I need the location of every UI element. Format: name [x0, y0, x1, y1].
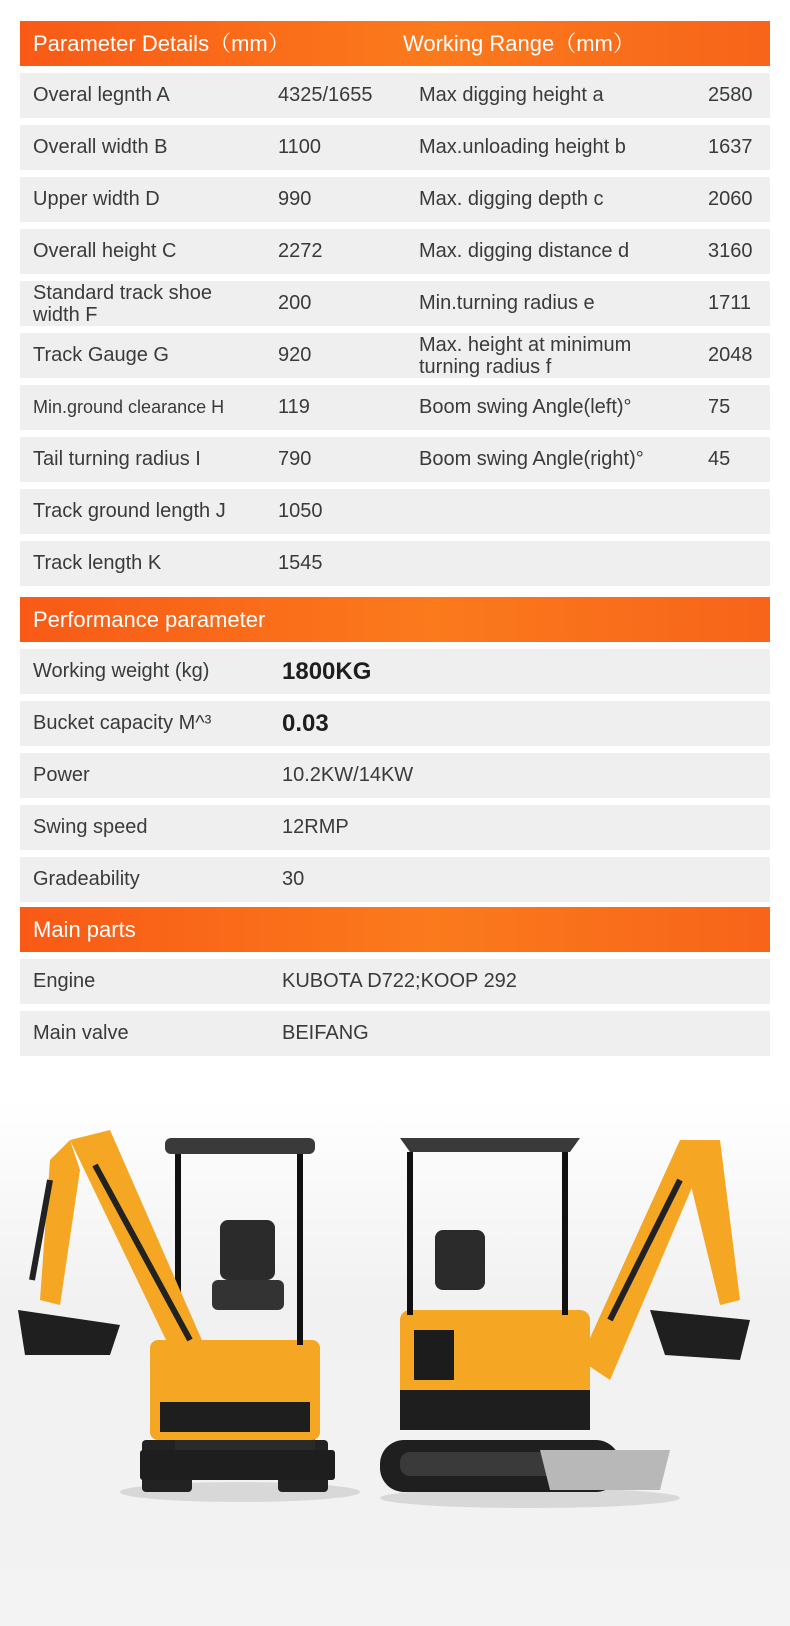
- parts-label: Main valve: [33, 1022, 129, 1044]
- performance-label: Power: [33, 764, 90, 786]
- performance-value: 12RMP: [282, 816, 349, 838]
- spec-row: [20, 281, 770, 326]
- working-range-heading: Working Range（mm）: [403, 31, 635, 56]
- range-label: Max. height at minimum turning radius f: [419, 333, 632, 378]
- spec-value: 1050: [278, 500, 323, 522]
- performance-value: 0.03: [282, 709, 329, 737]
- performance-heading: Performance parameter: [33, 607, 266, 632]
- spec-row: [20, 333, 770, 378]
- spec-row: [20, 125, 770, 170]
- spec-label: Overall height C: [33, 240, 177, 262]
- spec-value: 920: [278, 344, 312, 366]
- performance-value: 1800KG: [282, 657, 372, 685]
- parts-value: BEIFANG: [282, 1022, 369, 1044]
- spec-label: Track length K: [33, 552, 162, 574]
- parts-label: Engine: [33, 970, 96, 992]
- performance-value: 10.2KW/14KW: [282, 764, 414, 786]
- excavator-side-view: [380, 1120, 780, 1520]
- spec-label: Min.ground clearance H: [33, 397, 225, 417]
- spec-row: [20, 385, 770, 430]
- spec-label: Track ground length J: [33, 500, 226, 522]
- performance-row: [20, 649, 770, 694]
- spec-row: [20, 177, 770, 222]
- range-value: 3160: [708, 240, 753, 262]
- spec-row: [20, 437, 770, 482]
- range-label: Boom swing Angle(right)°: [419, 448, 644, 470]
- parameter-details-heading: Parameter Details（mm）: [33, 31, 290, 56]
- range-value: 45: [708, 448, 731, 470]
- spec-value: 200: [278, 292, 312, 314]
- spec-label: Tail turning radius I: [33, 448, 201, 470]
- performance-label: Bucket capacity M^³: [33, 712, 212, 734]
- main-parts-heading: Main parts: [33, 917, 136, 942]
- parameter-header-band: [20, 21, 770, 66]
- range-value: 1711: [708, 292, 752, 314]
- performance-label: Gradeability: [33, 868, 140, 890]
- range-label: Max. digging distance d: [419, 240, 630, 262]
- spec-value: 4325/1655: [278, 84, 373, 106]
- range-label: Max digging height a: [419, 84, 604, 106]
- range-label: Min.turning radius e: [419, 292, 595, 314]
- spec-label: Overal legnth A: [33, 84, 170, 106]
- range-value: 2060: [708, 188, 753, 210]
- performance-value: 30: [282, 868, 305, 890]
- spec-label: Upper width D: [33, 188, 160, 210]
- performance-row: [20, 753, 770, 798]
- spec-value: 119: [278, 396, 310, 418]
- range-label: Max.unloading height b: [419, 136, 626, 158]
- main-parts-header-band: [20, 907, 770, 952]
- spec-label: Track Gauge G: [33, 344, 169, 366]
- spec-row: [20, 229, 770, 274]
- spec-value: 990: [278, 188, 312, 210]
- range-value: 1637: [708, 136, 753, 158]
- performance-header-band: [20, 597, 770, 642]
- excavator-front-view: [0, 1110, 390, 1510]
- range-value: 75: [708, 396, 731, 418]
- parts-row: [20, 1011, 770, 1056]
- spec-value: 1100: [278, 136, 322, 158]
- parts-row: [20, 959, 770, 1004]
- spec-value: 1545: [278, 552, 323, 574]
- performance-row: [20, 805, 770, 850]
- performance-label: Swing speed: [33, 816, 148, 838]
- spec-value: 2272: [278, 240, 323, 262]
- spec-value: 790: [278, 448, 312, 470]
- range-value: 2580: [708, 84, 753, 106]
- spec-row: [20, 489, 770, 534]
- spec-label: Overall width B: [33, 136, 168, 158]
- parts-value: KUBOTA D722;KOOP 292: [282, 970, 517, 992]
- spec-label: Standard track shoe width F: [33, 281, 212, 326]
- spec-row: [20, 541, 770, 586]
- range-value: 2048: [708, 344, 753, 366]
- performance-label: Working weight (kg): [33, 660, 210, 682]
- spec-row: [20, 73, 770, 118]
- performance-row: [20, 857, 770, 902]
- performance-row: [20, 701, 770, 746]
- range-label: Max. digging depth c: [419, 188, 604, 210]
- range-label: Boom swing Angle(left)°: [419, 396, 632, 418]
